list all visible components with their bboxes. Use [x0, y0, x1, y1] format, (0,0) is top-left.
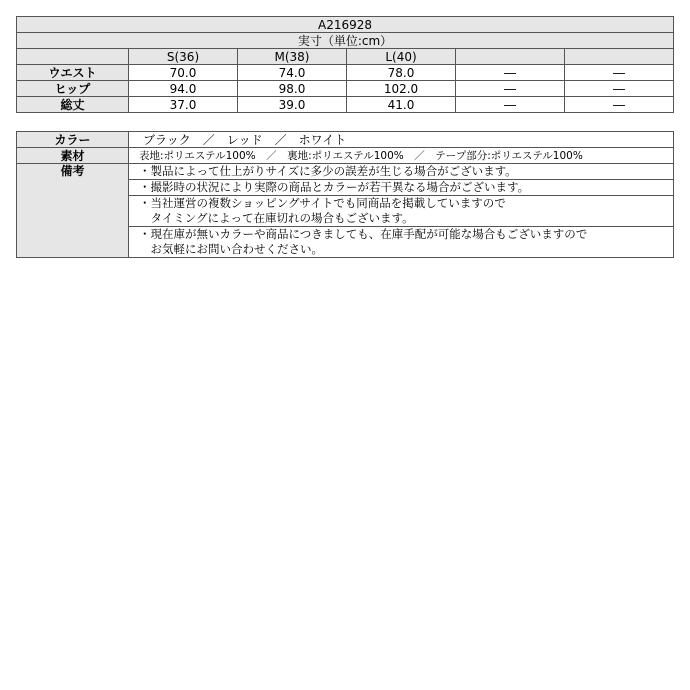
notes-label: 備考: [17, 164, 129, 258]
note-item: ・撮影時の状況により実際の商品とカラーが若干異なる場合がございます。: [129, 180, 674, 196]
table-cell: ―: [456, 81, 565, 97]
note-item: ・製品によって仕上がりサイズに多少の誤差が生じる場合がございます。: [129, 164, 674, 180]
table-cell: 98.0: [238, 81, 347, 97]
table-cell: 102.0: [347, 81, 456, 97]
table-cell: ―: [565, 81, 674, 97]
corner-cell: [17, 49, 129, 65]
size-table-subtitle: 実寸（単位:cm）: [17, 33, 674, 49]
row-label: ヒップ: [17, 81, 129, 97]
table-cell: 94.0: [129, 81, 238, 97]
table-cell: ―: [565, 65, 674, 81]
product-info-table: [16, 131, 674, 258]
note-item: ・当社運営の複数ショッピングサイトでも同商品を掲載していますので タイミングによって在庫切れの場合もございます。: [129, 196, 674, 227]
note-item: ・現在庫が無いカラーや商品につきましても、在庫手配が可能な場合もございますので お気軽にお問い合わせください。: [129, 227, 674, 258]
table-cell: 70.0: [129, 65, 238, 81]
size-table: [16, 16, 674, 113]
column-header: [565, 49, 674, 65]
table-row: [17, 65, 674, 81]
material-label: 素材: [17, 148, 129, 164]
column-header: M(38): [238, 49, 347, 65]
row-label: ウエスト: [17, 65, 129, 81]
table-row: [17, 81, 674, 97]
row-label: 総丈: [17, 97, 129, 113]
material-value: 表地:ポリエステル100% ／ 裏地:ポリエステル100% ／ テープ部分:ポリエステル100%: [129, 148, 674, 164]
table-cell: 37.0: [129, 97, 238, 113]
table-cell: ―: [565, 97, 674, 113]
table-cell: 39.0: [238, 97, 347, 113]
table-cell: 78.0: [347, 65, 456, 81]
table-cell: ―: [456, 97, 565, 113]
table-cell: 74.0: [238, 65, 347, 81]
table-row: [17, 97, 674, 113]
color-label: カラー: [17, 132, 129, 148]
column-header: S(36): [129, 49, 238, 65]
color-value: ブラック ／ レッド ／ ホワイト: [129, 132, 674, 148]
product-code: A216928: [17, 17, 674, 33]
table-cell: 41.0: [347, 97, 456, 113]
column-header: L(40): [347, 49, 456, 65]
table-cell: ―: [456, 65, 565, 81]
column-header: [456, 49, 565, 65]
